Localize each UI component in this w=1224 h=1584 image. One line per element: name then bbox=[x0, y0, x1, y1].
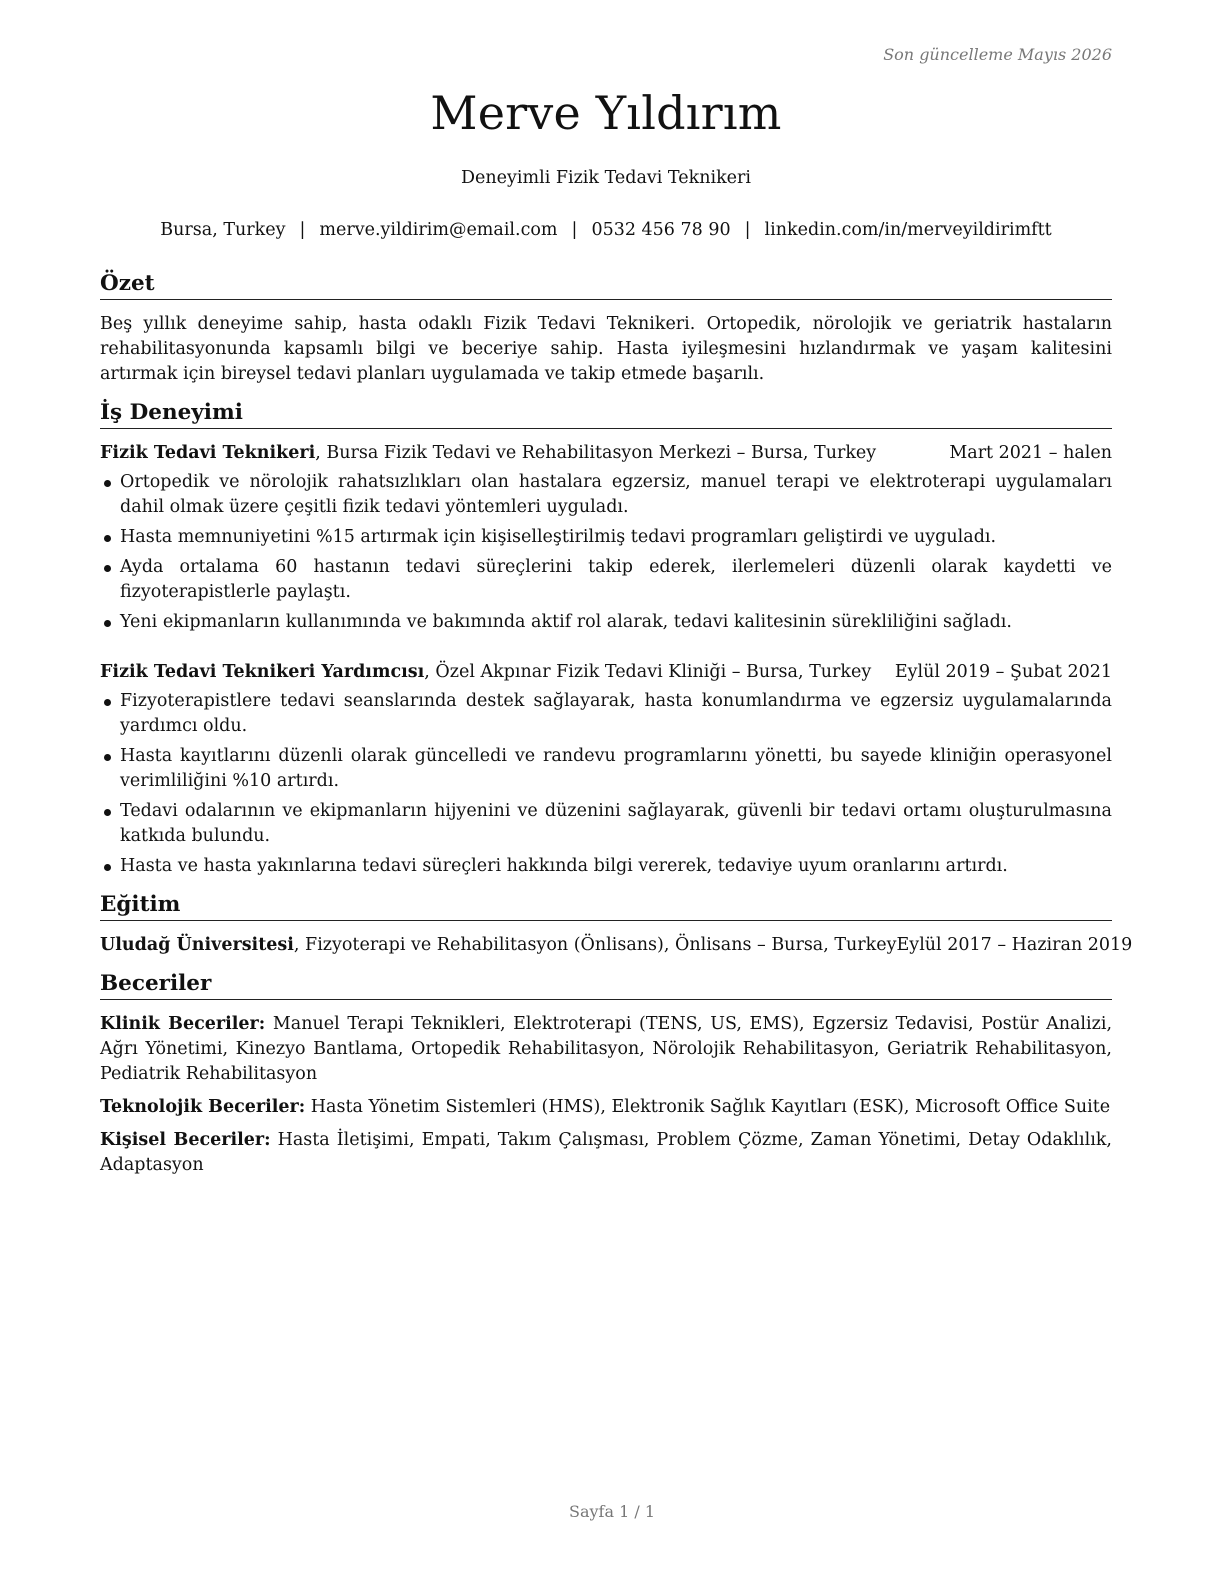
candidate-title: Deneyimli Fizik Tedavi Teknikeri bbox=[461, 168, 751, 188]
skill-group-label: Kişisel Beceriler: bbox=[100, 1130, 271, 1150]
skill-group-text: Hasta İletişimi, Empati, Takım Çalışması, Problem Çözme, Zaman Yönetimi, Detay Odaklılık, Adaptasyon bbox=[100, 1130, 1112, 1175]
education-detail: , Fizyoterapi ve Rehabilitasyon (Önlisans), Önlisans – Bursa, Turkey bbox=[293, 935, 897, 955]
last-updated-note: Son güncelleme Mayıs 2026 bbox=[883, 45, 1112, 64]
job-role-line bbox=[100, 441, 876, 466]
resume-body bbox=[100, 270, 1133, 1190]
skill-group-text: Manuel Terapi Teknikleri, Elektroterapi (TENS, US, EMS), Egzersiz Tedavisi, Postür Analizi, Ağrı Yönetimi, Kinezyo Bantlama, Ortopedik Rehabilitasyon, Nörolojik Rehabilitasyon, Geriatrik Rehabilitasyon, Pediatrik Rehabilitasyon bbox=[100, 1014, 1113, 1084]
bullet-item: Ortopedik ve nörolojik rahatsızlıkları olan hastalara egzersiz, manuel terapi ve elektroterapi uygulamaları dahil olmak üzere çeşitli fizik tedavi yöntemleri uyguladı. bbox=[100, 470, 1112, 520]
job-bullets bbox=[100, 689, 1112, 879]
bullet-item: Tedavi odalarının ve ekipmanların hijyenini ve düzenini sağlayarak, güvenli bir tedavi ortamı oluşturulmasına katkıda bulundu. bbox=[100, 799, 1112, 849]
section-title-education: Eğitim bbox=[100, 891, 1112, 921]
job-entry bbox=[100, 441, 1112, 635]
job-header bbox=[100, 660, 1112, 685]
job-entry bbox=[100, 660, 1112, 879]
skill-group-label: Klinik Beceriler: bbox=[100, 1014, 266, 1034]
contact-separator: | bbox=[299, 220, 306, 240]
education-school: Uludağ Üniversitesi bbox=[100, 935, 294, 955]
contact-separator: | bbox=[571, 220, 578, 240]
experience-section bbox=[100, 399, 1112, 879]
section-title-skills: Beceriler bbox=[100, 970, 1112, 1000]
job-organization: , Bursa Fizik Tedavi ve Rehabilitasyon Merkezi – Bursa, Turkey bbox=[315, 443, 877, 463]
job-dates: Mart 2021 – halen bbox=[949, 443, 1112, 463]
section-title-summary: Özet bbox=[100, 270, 1112, 300]
candidate-name: Merve Yıldırım bbox=[430, 86, 782, 140]
summary-section bbox=[100, 270, 1112, 387]
page-number: Sayfa 1 / 1 bbox=[568, 1502, 655, 1521]
contact-linkedin[interactable]: linkedin.com/in/merveyildirimftt bbox=[764, 220, 1052, 240]
bullet-item: Ayda ortalama 60 hastanın tedavi süreçlerini takip ederek, ilerlemeleri düzenli olarak kaydetti ve fizyoterapistlerle paylaştı. bbox=[100, 555, 1112, 605]
job-role-line bbox=[100, 660, 871, 685]
contact-email[interactable]: merve.yildirim@email.com bbox=[319, 220, 558, 240]
contact-location: Bursa, Turkey bbox=[160, 220, 286, 240]
skill-group-technology bbox=[100, 1095, 1112, 1120]
skill-group-text: Hasta Yönetim Sistemleri (HMS), Elektronik Sağlık Kayıtları (ESK), Microsoft Office Suite bbox=[305, 1097, 1111, 1117]
skill-group-personal bbox=[100, 1128, 1112, 1178]
bullet-item: Hasta kayıtlarını düzenli olarak güncelledi ve randevu programlarını yönetti, bu sayede kliniğin operasyonel verimliliğini %10 artırdı. bbox=[100, 744, 1112, 794]
summary-text: Beş yıllık deneyime sahip, hasta odaklı Fizik Tedavi Teknikeri. Ortopedik, nörolojik ve geriatrik hastaların rehabilitasyonunda kapsamlı bilgi ve beceriye sahip. Hasta iyileşmesini hızlandırmak ve yaşam kalitesini artırmak için bireysel tedavi planları uygulamada ve takip etmede başarılı. bbox=[100, 314, 1112, 384]
job-role: Fizik Tedavi Teknikeri bbox=[100, 443, 316, 463]
bullet-item: Fizyoterapistlere tedavi seanslarında destek sağlayarak, hasta konumlandırma ve egzersiz uygulamalarında yardımcı oldu. bbox=[100, 689, 1112, 739]
bullet-item: Hasta memnuniyetini %15 artırmak için kişiselleştirilmiş tedavi programları geliştirdi ve uyguladı. bbox=[100, 525, 1112, 550]
skill-group-clinical bbox=[100, 1012, 1112, 1087]
contact-phone: 0532 456 78 90 bbox=[591, 220, 731, 240]
contact-line bbox=[100, 220, 1112, 240]
job-dates: Eylül 2019 – Şubat 2021 bbox=[894, 662, 1112, 682]
bullet-item: Yeni ekipmanların kullanımında ve bakımında aktif rol alarak, tedavi kalitesinin sürekliliğini sağladı. bbox=[100, 610, 1112, 635]
job-role: Fizik Tedavi Teknikeri Yardımcısı bbox=[100, 662, 425, 682]
contact-separator: | bbox=[744, 220, 751, 240]
bullet-item: Hasta ve hasta yakınlarına tedavi süreçleri hakkında bilgi vererek, tedaviye uyum oranlarını artırdı. bbox=[100, 854, 1112, 879]
job-organization: , Özel Akpınar Fizik Tedavi Kliniği – Bursa, Turkey bbox=[424, 662, 872, 682]
education-line bbox=[100, 933, 897, 958]
skill-group-label: Teknolojik Beceriler: bbox=[100, 1097, 306, 1117]
section-title-experience: İş Deneyimi bbox=[100, 399, 1112, 429]
skills-section bbox=[100, 970, 1112, 1178]
education-dates: Eylül 2017 – Haziran 2019 bbox=[896, 935, 1133, 955]
education-entry bbox=[100, 933, 1133, 958]
job-header bbox=[100, 441, 1112, 466]
education-section bbox=[100, 891, 1133, 958]
job-bullets bbox=[100, 470, 1112, 635]
